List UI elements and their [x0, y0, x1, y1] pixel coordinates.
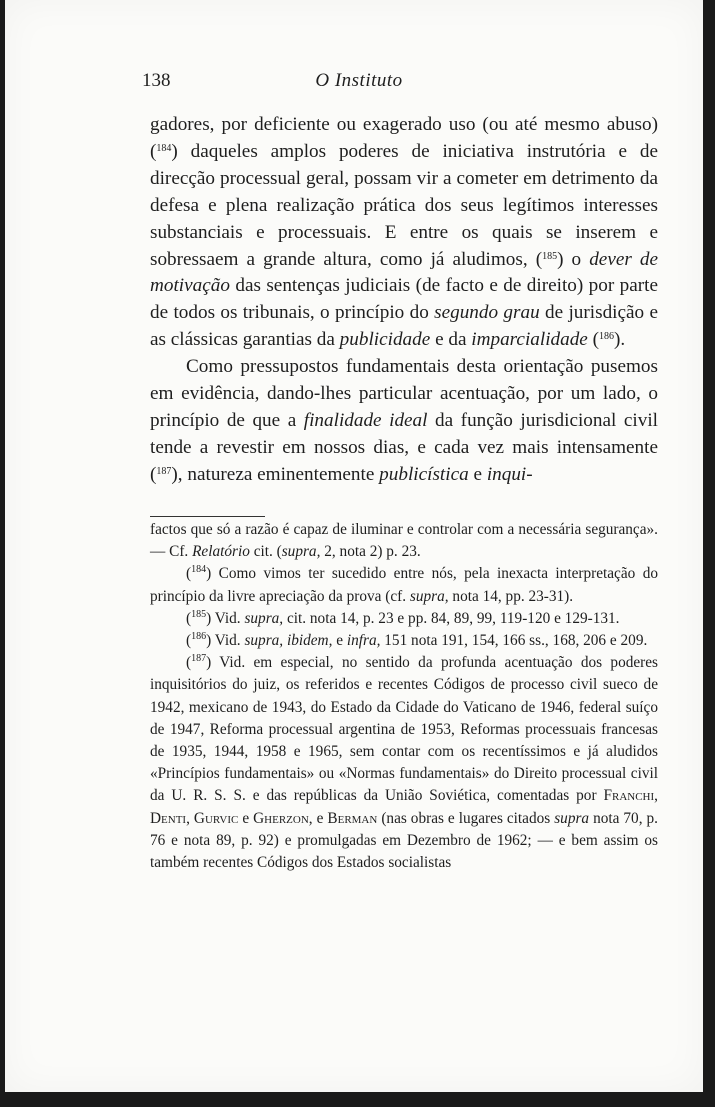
- footnote-continuation: factos que só a razão é capaz de iluminar e controlar com a necessária segurança». — Cf. Relatório cit. (supra, 2, nota 2) p. 23.: [150, 521, 658, 561]
- main-text: [150, 112, 658, 489]
- footnote-187: ($^{187}$) Vid. em especial, no sentido da profunda acentuação dos poderes inquisitórios do juiz, os referidos e recentes Códigos de processo civil sueco de 1942, mexicano de 1943, do Estado da Cidade do Vaticano de 1946, federal suíço de 1947, Reforma processual argentina de 1953, Reformas processuais francesas de 1935, 1944, 1958 e 1965, sem contar com os recentíssimos e já aludidos «Princípios fundamentais» ou «Normas fundamentais» do Direito processual civil da U. R. S. S. e das repúblicas da União Soviética, comentadas por Franchi, Denti, Gurvic e Gherzon, e Berman (nas obras e lugares citados supra nota 70, p. 76 e nota 89, p. 92) e promulgadas em Dezembro de 1962; — e bem assim os também recentes Códigos dos Estados socialistas: [150, 653, 658, 872]
- footnote-ref-186: 186: [599, 331, 615, 343]
- footnote-ref-184: 184: [156, 142, 172, 154]
- paragraph-1: gadores, por deficiente ou exagerado uso (ou até mesmo abuso) ($^{184}$) daqueles amplos poderes de iniciativa instrutória e de direcção processual geral, possam vir a cometer em detrimento da defesa e plena realização prática dos seus legítimos interesses substanciais e processuais. E entre os quais se inserem e sobressaem a grande altura, como já aludimos, ($^{185}$) o dever de motivação das sentenças judiciais (de facto e de direito) por parte de todos os tribunais, o princípio do segundo grau de jurisdição e as clássicas garantias da publicidade e da imparcialidade ($^{186}$).: [150, 114, 658, 351]
- page-number: 138: [142, 70, 171, 91]
- footnote-divider: [150, 516, 265, 517]
- footnote-185: ($^{185}$) Vid. supra, cit. nota 14, p. 23 e pp. 84, 89, 99, 119-120 e 129-131.: [186, 608, 620, 627]
- footnote-186: ($^{186}$) Vid. supra, ibidem, e infra, 151 nota 191, 154, 166 ss., 168, 206 e 209.: [186, 631, 648, 650]
- book-page: [5, 0, 703, 1092]
- footnote-184: ($^{184}$) Como vimos ter sucedido entre nós, pela inexacta interpretação do princípio da livre apreciação da prova (cf. supra, nota 14, pp. 23-31).: [150, 564, 658, 605]
- footnote-ref-187: 187: [156, 465, 172, 477]
- running-title: O Instituto: [315, 70, 403, 91]
- running-head: [5, 70, 703, 96]
- footnotes: [150, 519, 658, 874]
- paragraph-2: Como pressupostos fundamentais desta orientação pusemos em evidência, dando-lhes particular acentuação, por um lado, o princípio de que a finalidade ideal da função jurisdicional civil tende a revestir em nossos dias, e cada vez mais intensamente ($^{187}$), natureza eminentemente publicística e inqui-: [150, 356, 658, 485]
- footnote-ref-185: 185: [542, 250, 558, 262]
